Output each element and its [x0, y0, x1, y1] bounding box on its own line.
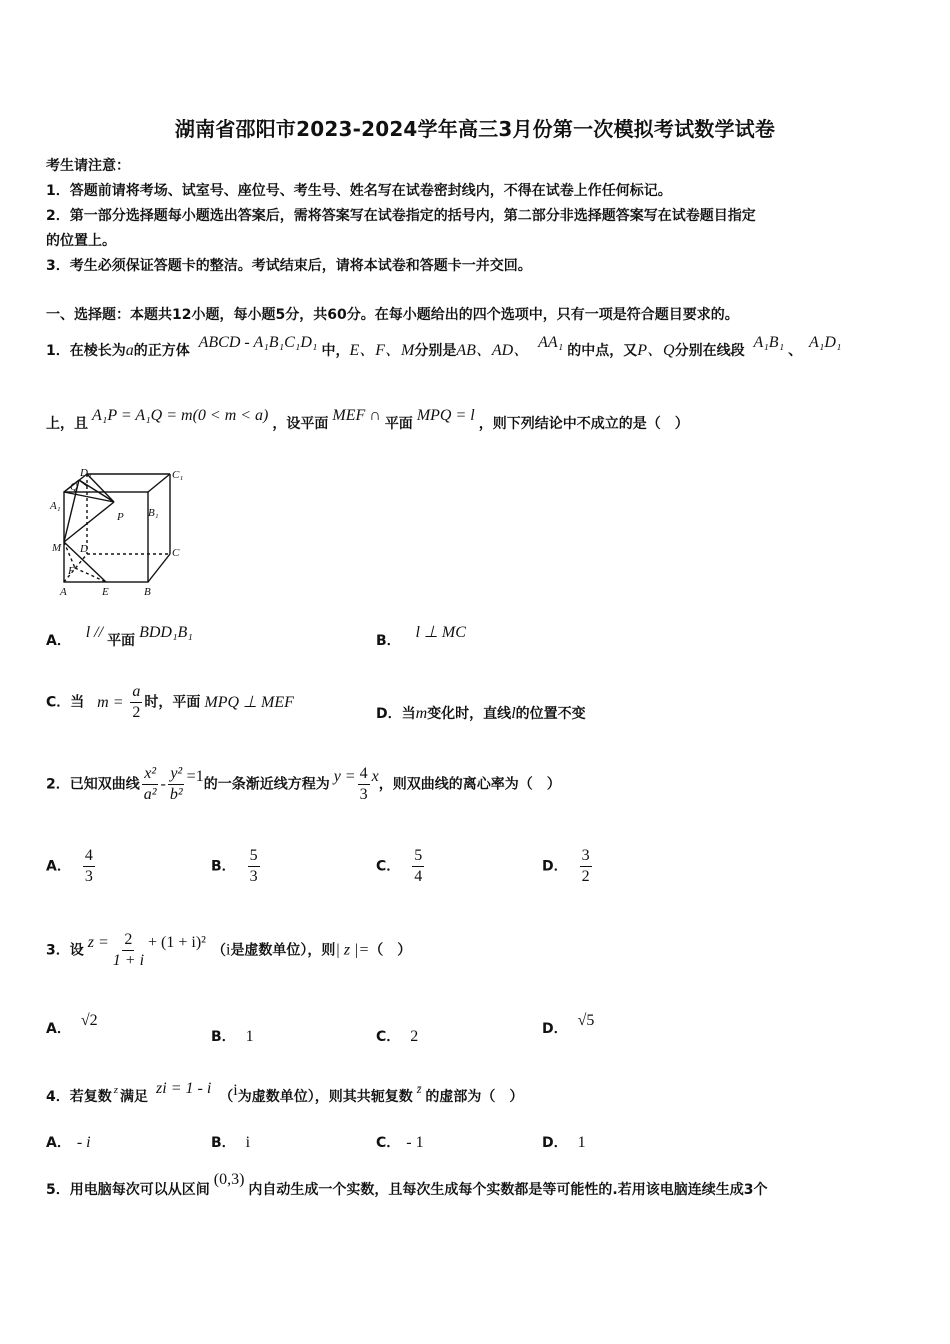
section-heading: 一、选择题：本题共12小题，每小题5分，共60分。在每小题给出的四个选项中，只有一项是符合题目要求的。: [46, 307, 739, 323]
label-P: P: [117, 511, 124, 523]
label-B: B: [144, 586, 151, 598]
question-5: 5．用电脑每次可以从区间(0,3)内自动生成一个实数，且每次生成每个实数都是等可能性的.若用该电脑连续生成3个: [46, 1171, 768, 1198]
cube-figure: [44, 462, 194, 600]
question-1-line2: 上，且 A₁P = A₁Q = m(0 < m < a) ，设平面 MEF ∩ 平面 MPQ = l ，则下列结论中不成立的是（ ）: [46, 407, 689, 432]
label-F: F: [68, 565, 75, 577]
q4-option-d[interactable]: D． 1: [542, 1134, 586, 1151]
notice-item: 3．考生必须保证答题卡的整洁。考试结束后，请将本试卷和答题卡一并交回。: [46, 258, 532, 274]
question-1-line1: 1．在棱长为a的正方体 ABCD - A₁B₁C₁D₁ 中，E、F、M分别是AB、AD、 AA₁ 的中点，又P、Q分别在线段 A₁B₁ 、 A₁D₁: [46, 334, 842, 359]
notice-item: 1．答题前请将考场、试室号、座位号、考生号、姓名写在试卷密封线内，不得在试卷上作任何标记。: [46, 183, 672, 199]
q2-option-c[interactable]: C． $\frac{5}{4}$: [376, 847, 423, 885]
q3-option-a[interactable]: A． √2: [46, 1012, 98, 1037]
q4-option-a[interactable]: A． - i: [46, 1134, 91, 1151]
question-2: 2．已知双曲线 $\frac{\text{x²}}{\text{a²}}$ - $\frac{\text{y²}}{\text{b²}}$ =1的一条渐近线方程为 y = $\frac{4}{3}$ x，则双曲线的离心率为（ ）: [46, 765, 561, 803]
q3-option-d[interactable]: D． √5: [542, 1012, 595, 1037]
notice-heading: 考生请注意：: [46, 158, 130, 174]
label-E: E: [102, 586, 109, 598]
label-A1: A₁: [50, 500, 61, 512]
label-C1: C₁: [172, 469, 184, 481]
q3-option-c[interactable]: C． 2: [376, 1028, 419, 1045]
label-B1: B₁: [148, 507, 159, 519]
label-D1: D₁: [80, 467, 92, 479]
q1-option-d[interactable]: D．当m变化时，直线l的位置不变: [376, 705, 586, 722]
notice-item: 的位置上。: [46, 233, 116, 249]
q2-option-a[interactable]: A． $\frac{4}{3}$: [46, 847, 93, 885]
label-D: D: [80, 543, 88, 555]
q3-option-b[interactable]: B． 1: [211, 1028, 254, 1045]
label-C: C: [172, 547, 180, 559]
q4-option-c[interactable]: C． - 1: [376, 1134, 424, 1151]
q1-option-a[interactable]: A． l // 平面 BDD₁B₁: [46, 624, 193, 649]
notice-item: 2．第一部分选择题每小题选出答案后，需将答案写在试卷指定的括号内，第二部分非选择题答案写在试卷题目指定: [46, 208, 756, 224]
label-A: A: [60, 586, 67, 598]
question-4: 4．若复数 $^z$ 满足 zi = 1 - i （i为虚数单位），则其共轭复数 z̄ 的虚部为（ ）: [46, 1080, 524, 1105]
q1-option-b[interactable]: B． l ⊥ MC: [376, 624, 466, 649]
q2-option-b[interactable]: B． $\frac{5}{3}$: [211, 847, 258, 885]
page-title: 湖南省邵阳市2023-2024学年高三3月份第一次模拟考试数学试卷: [174, 117, 776, 141]
question-3: 3．设 z = $\frac{2}{1 + i}$ + (1 + i)² （i是虚数单位），则| z |=（ ）: [46, 931, 412, 969]
label-Q: Q: [70, 481, 78, 493]
q2-option-d[interactable]: D． $\frac{3}{2}$: [542, 847, 590, 885]
q1-option-c[interactable]: C．当 m = $\frac{a}{2}$ 时，平面 MPQ ⊥ MEF: [46, 683, 294, 721]
q4-option-b[interactable]: B． i: [211, 1134, 251, 1151]
label-M: M: [52, 542, 62, 554]
